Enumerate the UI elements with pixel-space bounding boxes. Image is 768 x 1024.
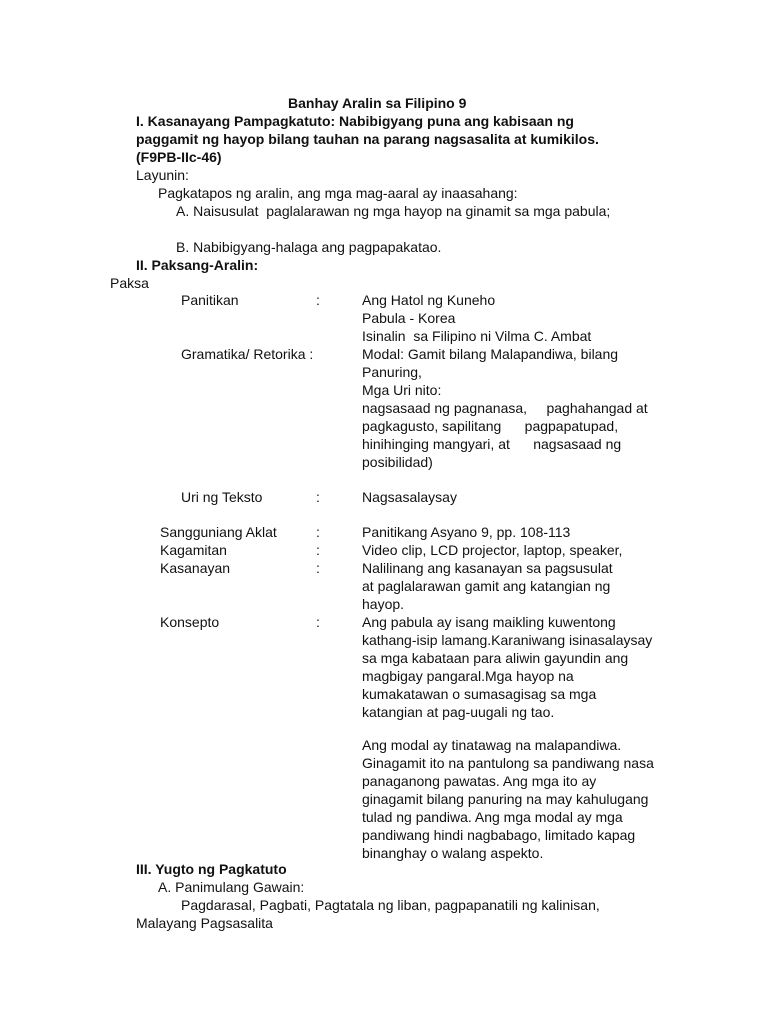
- panitikan-colon: :: [316, 292, 320, 308]
- uri-label: Uri ng Teksto: [181, 489, 263, 505]
- paksa-label: Paksa: [110, 275, 149, 291]
- sanggunian-value: Panitikang Asyano 9, pp. 108-113: [362, 524, 571, 540]
- gramatika-value-7: posibilidad): [362, 454, 433, 470]
- kasanayan-value-1: Nalilinang ang kasanayan sa pagsusulat: [362, 560, 613, 576]
- modal-paragraph-5: tulad ng pandiwa. Ang mga modal ay mga: [362, 809, 623, 825]
- panitikan-value-1: Ang Hatol ng Kuneho: [362, 292, 496, 308]
- modal-paragraph-7: binanghay o walang aspekto.: [362, 845, 544, 861]
- kasanayan-colon: :: [316, 560, 320, 576]
- modal-paragraph-1: Ang modal ay tinatawag na malapandiwa.: [362, 737, 622, 753]
- uri-colon: :: [316, 489, 320, 505]
- section1-heading-line3: (F9PB-IIc-46): [136, 149, 222, 165]
- kasanayan-value-2: at paglalarawan gamit ang katangian ng: [362, 578, 611, 594]
- gramatika-label: Gramatika/ Retorika :: [181, 346, 314, 362]
- section3-heading: III. Yugto ng Pagkatuto: [136, 861, 287, 877]
- kagamitan-label: Kagamitan: [160, 542, 227, 558]
- section1-heading-line2: paggamit ng hayop bilang tauhan na parang nagsasalita at kumikilos.: [136, 131, 599, 147]
- konsepto-value-3: sa mga kabataan para aliwin gayundin ang: [362, 650, 629, 666]
- sanggunian-label: Sangguniang Aklat: [160, 524, 277, 540]
- objective-b: B. Nabibigyang-halaga ang pagpapakatao.: [176, 239, 442, 255]
- panimulang-gawain-label: A. Panimulang Gawain:: [158, 879, 305, 895]
- objective-a: A. Naisusulat paglalarawan ng mga hayop na ginamit sa mga pabula;: [176, 203, 611, 219]
- layunin-label: Layunin:: [136, 167, 189, 183]
- uri-value: Nagsasalaysay: [362, 489, 457, 505]
- modal-paragraph-3: panaganong pawatas. Ang mga ito ay: [362, 773, 597, 789]
- gramatika-value-4: nagsasaad ng pagnanasa, paghahangad at: [362, 400, 648, 416]
- kagamitan-colon: :: [316, 542, 320, 558]
- gramatika-value-5: pagkagusto, sapilitang pagpapatupad,: [362, 418, 619, 434]
- modal-paragraph-2: Ginagamit ito na pantulong sa pandiwang nasa: [362, 755, 654, 771]
- gramatika-value-1: Modal: Gamit bilang Malapandiwa, bilang: [362, 346, 619, 362]
- document-title: Banhay Aralin sa Filipino 9: [288, 95, 467, 111]
- kasanayan-label: Kasanayan: [160, 560, 231, 576]
- konsepto-value-5: kumakatawan o sumasagisag sa mga: [362, 686, 597, 702]
- gramatika-value-2: Panuring,: [362, 364, 422, 380]
- objectives-intro: Pagkatapos ng aralin, ang mga mag-aaral ay inaasahang:: [158, 185, 518, 201]
- konsepto-value-6: katangian at pag-uugali ng tao.: [362, 704, 555, 720]
- gramatika-value-6: hinihinging mangyari, at nagsasaad ng: [362, 436, 622, 452]
- panitikan-value-2: Pabula - Korea: [362, 310, 456, 326]
- sanggunian-colon: :: [316, 524, 320, 540]
- panimulang-gawain-line1: Pagdarasal, Pagbati, Pagtatala ng liban, pagpapanatili ng kalinisan,: [181, 897, 600, 913]
- modal-paragraph-4: ginagamit bilang panuring na may kahulugang: [362, 791, 649, 807]
- section2-heading: II. Paksang-Aralin:: [136, 257, 259, 273]
- section1-heading-line1: I. Kasanayang Pampagkatuto: Nabibigyang puna ang kabisaan ng: [136, 113, 574, 129]
- kasanayan-value-3: hayop.: [362, 596, 405, 612]
- konsepto-value-1: Ang pabula ay isang maikling kuwentong: [362, 614, 616, 630]
- panitikan-value-3: Isinalin sa Filipino ni Vilma C. Ambat: [362, 328, 592, 344]
- panitikan-label: Panitikan: [181, 292, 239, 308]
- konsepto-colon: :: [316, 614, 320, 630]
- panimulang-gawain-line2: Malayang Pagsasalita: [136, 915, 273, 931]
- konsepto-label: Konsepto: [160, 614, 220, 630]
- kagamitan-value: Video clip, LCD projector, laptop, speaker,: [362, 542, 623, 558]
- gramatika-value-3: Mga Uri nito:: [362, 382, 442, 398]
- konsepto-value-2: kathang-isip lamang.Karaniwang isinasalaysay: [362, 632, 653, 648]
- modal-paragraph-6: pandiwang hindi nagbabago, limitado kapag: [362, 827, 636, 843]
- konsepto-value-4: magbigay pangaral.Mga hayop na: [362, 668, 574, 684]
